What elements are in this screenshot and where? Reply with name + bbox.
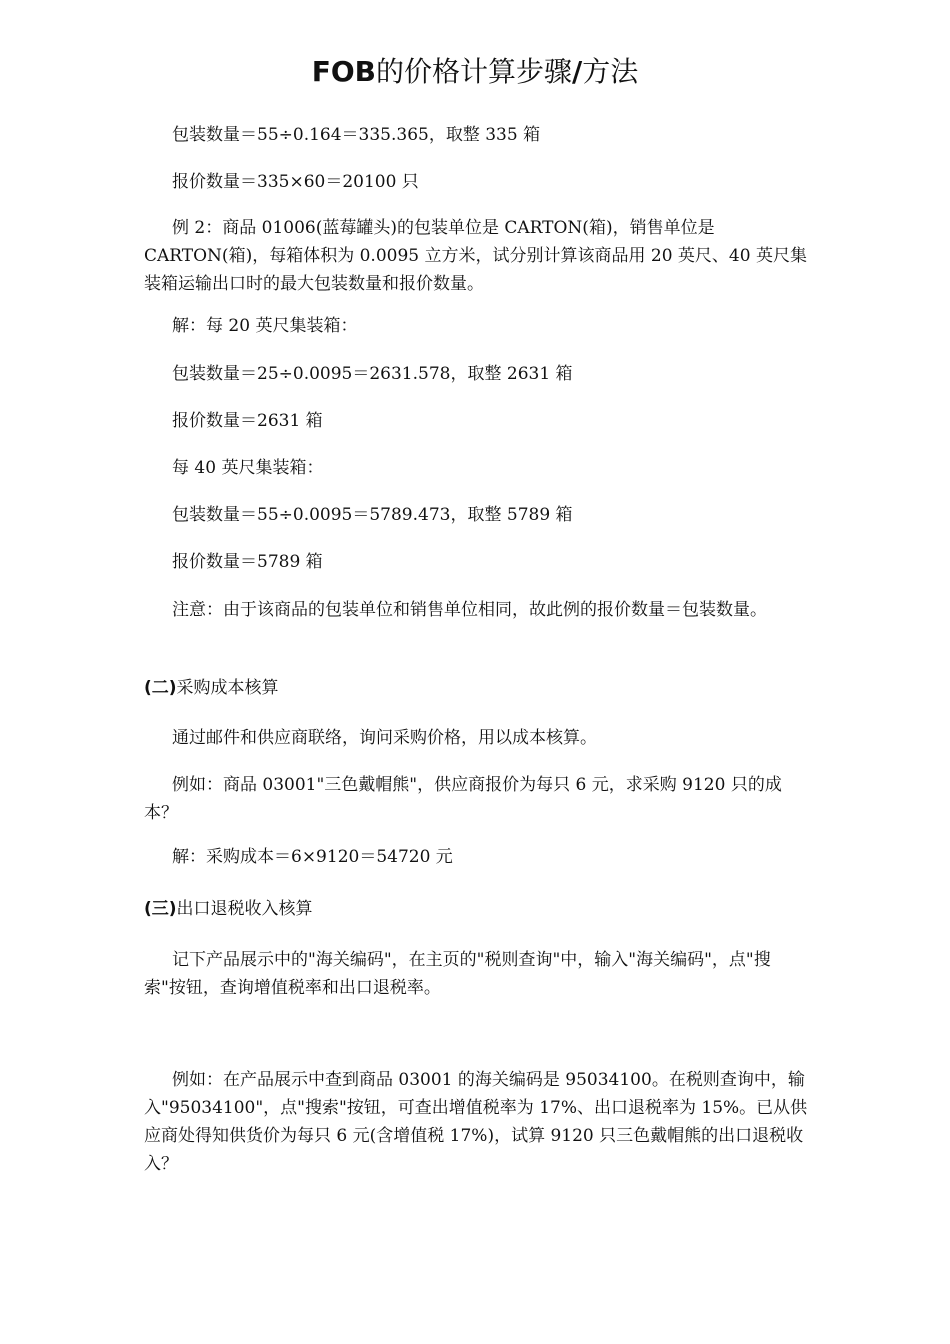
section-heading-number: (三) [144,899,177,919]
paragraph-note: 注意：由于该商品的包装单位和销售单位相同，故此例的报价数量＝包装数量。 [172,600,767,620]
paragraph-quote-qty-1: 报价数量＝335×60＝20100 只 [172,172,419,192]
title-bold-prefix: FOB [311,55,376,88]
section-heading-text: 采购成本核算 [176,678,279,698]
title-suffix: 方法 [582,55,639,88]
paragraph-contact-supplier: 通过邮件和供应商联络，询问采购价格，用以成本核算。 [172,728,597,748]
title-slash: / [572,55,583,88]
paragraph-customs-code: 记下产品展示中的"海关编码"，在主页的"税则查询"中，输入"海关编码"，点"搜索"按钮，查询增值税率和出口退税率。 [144,950,771,998]
paragraph-quote-qty-40ft: 报价数量＝5789 箱 [172,552,323,572]
section-heading-purchase-cost [144,674,279,702]
section-heading-export-rebate [144,895,313,923]
section-heading-number: (二) [144,678,177,698]
paragraph-purchase-cost-solution: 解：采购成本＝6×9120＝54720 元 [172,847,453,867]
paragraph-example-rebate: 例如：在产品展示中查到商品 03001 的海关编码是 95034100。在税则查询中，输入"95034100"，点"搜索"按钮，可查出增值税率为 17%、出口退税率为 15%。已从供应商处得知供货价为每只 6 元(含增值税 17%)，试算 9120 只三色戴帽熊的出口退税收入？ [144,1070,808,1174]
paragraph-packing-qty-20ft: 包装数量＝25÷0.0095＝2631.578，取整 2631 箱 [172,364,573,384]
section-heading-text: 出口退税收入核算 [176,899,313,919]
paragraph-quote-qty-20ft: 报价数量＝2631 箱 [172,411,323,431]
paragraph-solution-20ft: 解：每 20 英尺集装箱： [172,316,358,336]
paragraph-example-2: 例 2：商品 01006(蓝莓罐头)的包装单位是 CARTON(箱)，销售单位是 CARTON(箱)，每箱体积为 0.0095 立方米，试分别计算该商品用 20 英尺、40 英尺集装箱运输出口时的最大包装数量和报价数量。 [144,218,807,294]
paragraph-solution-40ft: 每 40 英尺集装箱： [172,458,324,478]
paragraph-packing-qty-1: 包装数量＝55÷0.164＝335.365，取整 335 箱 [172,125,541,145]
title-middle: 的价格计算步骤 [376,55,573,88]
paragraph-packing-qty-40ft: 包装数量＝55÷0.0095＝5789.473，取整 5789 箱 [172,505,573,525]
paragraph-example-bear: 例如：商品 03001"三色戴帽熊"，供应商报价为每只 6 元，求采购 9120 只的成本？ [144,775,782,823]
page-title [0,52,950,92]
